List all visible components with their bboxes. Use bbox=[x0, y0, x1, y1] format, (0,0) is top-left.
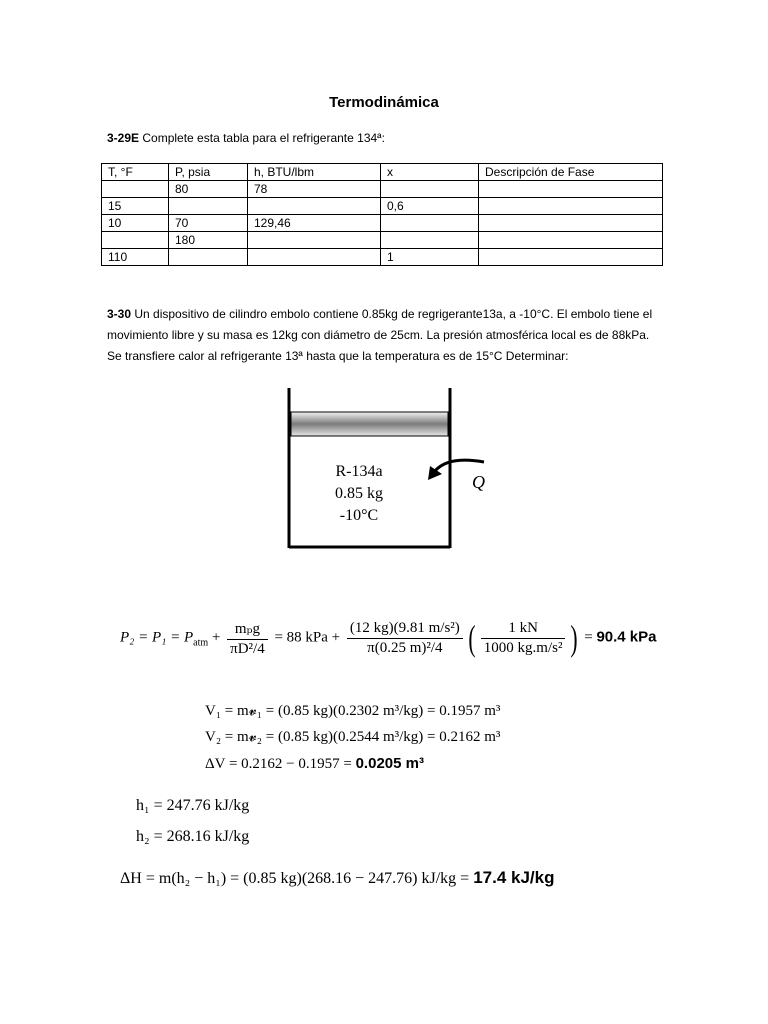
fraction-denominator: π(0.25 m)²/4 bbox=[367, 639, 443, 656]
table-header-row bbox=[102, 164, 663, 181]
table-cell bbox=[479, 181, 663, 198]
table-cell bbox=[479, 249, 663, 266]
table-cell bbox=[479, 232, 663, 249]
table-cell bbox=[102, 181, 169, 198]
enthalpy-1: h₁ = 247.76 kJ/kg bbox=[136, 797, 250, 814]
table-cell bbox=[381, 232, 479, 249]
problem-2-statement bbox=[107, 304, 667, 367]
left-paren: ( bbox=[468, 618, 476, 658]
table-row bbox=[102, 215, 663, 232]
table-cell: 10 bbox=[102, 215, 169, 232]
volume-change-equation bbox=[205, 755, 424, 773]
table-cell bbox=[479, 215, 663, 232]
volume-2-equation: V₂ = m𝓿₂ = (0.85 kg)(0.2544 m³/kg) = 0.2162 m³ bbox=[205, 729, 501, 745]
fraction-numerator: 1 kN bbox=[481, 620, 566, 639]
fraction-numerator: (12 kg)(9.81 m/s²) bbox=[347, 620, 463, 639]
table-header-cell: P, psia bbox=[169, 164, 248, 181]
pressure-result: 90.4 kPa bbox=[596, 628, 657, 646]
figure-contents bbox=[306, 461, 412, 527]
refrigerant-table bbox=[101, 163, 663, 266]
table-row bbox=[102, 249, 663, 266]
table-cell: 129,46 bbox=[248, 215, 381, 232]
volume-1-equation: V₁ = m𝓿₁ = (0.85 kg)(0.2302 m³/kg) = 0.1957 m³ bbox=[205, 703, 501, 719]
table-cell bbox=[248, 249, 381, 266]
table-cell: 78 bbox=[248, 181, 381, 198]
problem-1-text: Complete esta tabla para el refrigerante 134ª: bbox=[139, 131, 385, 145]
fraction-denominator: πD²/4 bbox=[230, 640, 265, 657]
page-title: Termodinámica bbox=[329, 94, 439, 111]
pressure-sub: atm bbox=[193, 637, 209, 649]
pressure-plus: + bbox=[208, 629, 225, 646]
problem-2-number: 3-30 bbox=[107, 307, 132, 321]
table-cell bbox=[381, 215, 479, 232]
pressure-equation: $P_2 = P_1 = P_{atm}$ + $\frac{\text{mₚg}}{\text{πD²/4}}$ = 88 kPa + $\frac{\text{(12 kg)(9.81 m/s²)}}{\text{π(0.25 m)²/4}}$ ( $\frac{1 kN}{\text{1000 kg.m/s²}}$ ) = 90.4 kPa bbox=[120, 618, 657, 658]
table-cell bbox=[479, 198, 663, 215]
force-area-fraction bbox=[347, 620, 463, 657]
table-cell: 80 bbox=[169, 181, 248, 198]
table-cell: 0,6 bbox=[381, 198, 479, 215]
table-header-cell: Descripción de Fase bbox=[479, 164, 663, 181]
table-cell: 1 bbox=[381, 249, 479, 266]
enthalpy-change-equation bbox=[120, 868, 554, 888]
table-cell bbox=[248, 232, 381, 249]
mass-area-fraction bbox=[227, 619, 268, 658]
fraction-denominator: 1000 kg.m/s² bbox=[483, 639, 563, 656]
fraction-numerator: mₚg bbox=[227, 619, 268, 640]
problem-1-statement bbox=[107, 131, 385, 145]
figure-refrigerant: R-134a bbox=[335, 463, 383, 480]
problem-1-number: 3-29E bbox=[107, 131, 140, 145]
table-cell bbox=[102, 232, 169, 249]
volume-change-expression: ΔV = 0.2162 − 0.1957 = bbox=[205, 756, 356, 772]
figure-heat-label: Q bbox=[472, 472, 485, 492]
figure-mass: 0.85 kg bbox=[335, 485, 383, 502]
table-cell: 180 bbox=[169, 232, 248, 249]
enthalpy-change-result: 17.4 kJ/kg bbox=[473, 868, 555, 887]
piston-cylinder-figure bbox=[286, 386, 496, 554]
table-row bbox=[102, 232, 663, 249]
problem-2-text: Un dispositivo de cilindro embolo contiene 0.85kg de regrigerante13a, a -10°C. El embolo tiene el movimiento libre y su masa es 12kg con diámetro de 25cm. La presión atmosférica local es de 88kPa. Se transfiere calor al refrigerante 13ª hasta que la temperatura es de 15°C Determinar: bbox=[107, 307, 653, 363]
enthalpy-change-expression: ΔH = m(h₂ − h₁) = (0.85 kg)(268.16 − 247.76) kJ/kg = bbox=[120, 870, 474, 887]
pressure-mid: = 88 kPa + bbox=[270, 629, 344, 646]
figure-temperature: -10°C bbox=[339, 507, 379, 524]
table-cell: 110 bbox=[102, 249, 169, 266]
table-cell bbox=[169, 249, 248, 266]
table-cell bbox=[381, 181, 479, 198]
table-header-cell: T, °F bbox=[102, 164, 169, 181]
volume-change-result: 0.0205 m³ bbox=[355, 755, 424, 772]
table-cell bbox=[169, 198, 248, 215]
table-header-cell: x bbox=[381, 164, 479, 181]
table-cell: 15 bbox=[102, 198, 169, 215]
unit-conversion-fraction bbox=[481, 620, 566, 657]
pressure-lhs: P₂ = P₁ = P bbox=[120, 629, 194, 646]
right-paren: ) bbox=[570, 618, 579, 658]
enthalpy-2: h₂ = 268.16 kJ/kg bbox=[136, 828, 250, 845]
piston bbox=[291, 412, 448, 436]
table-row bbox=[102, 181, 663, 198]
table-cell bbox=[248, 198, 381, 215]
table-row bbox=[102, 198, 663, 215]
table-header-cell: h, BTU/lbm bbox=[248, 164, 381, 181]
table-cell: 70 bbox=[169, 215, 248, 232]
